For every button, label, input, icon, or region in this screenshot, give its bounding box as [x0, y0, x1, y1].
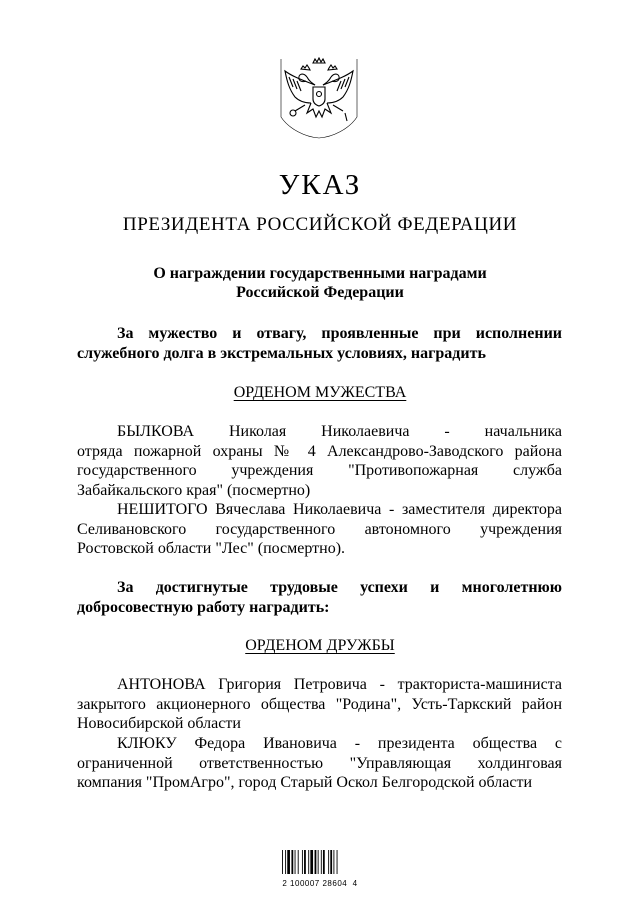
order-friendship-title [0, 636, 640, 655]
barcode-bar [295, 850, 296, 874]
barcode-bar [298, 850, 299, 874]
entry-line: Селивановского государственного автономного учреждения [77, 520, 562, 538]
intro-line: За мужество и отвагу, проявленные при исполнении [117, 325, 562, 342]
entry-line: НЕШИТОГО Вячеслава Николаевича - заместителя директора [117, 501, 562, 518]
entry-line: закрытого акционерного общества "Родина", Усть-Таркский район [77, 695, 562, 713]
barcode-bar [328, 850, 329, 874]
award-entry [77, 422, 562, 500]
entry-line: компания "ПромАгро", город Старый Оскол Белгородской области [77, 774, 533, 791]
section1-intro [77, 324, 562, 363]
order-label: ОРДЕНОМ ДРУЖБЫ [245, 637, 395, 654]
barcode-bar [291, 850, 293, 874]
barcode-bar [285, 850, 286, 874]
order-label: ОРДЕНОМ МУЖЕСТВА [233, 384, 407, 401]
coat-of-arms-icon [279, 57, 359, 139]
barcode-bar [315, 850, 317, 874]
barcode-bar [304, 850, 306, 874]
entry-line: Новосибирской области [77, 715, 241, 732]
barcode-number: 2 100007 28604 4 [282, 879, 358, 888]
barcode-bar [323, 850, 325, 874]
barcode-bar [330, 850, 332, 874]
entry-line: БЫЛКОВА Николая Николаевича - начальника [117, 423, 562, 440]
entry-line: государственного учреждения "Противопожарная служба [77, 462, 562, 479]
award-entry [77, 734, 562, 793]
decree-title: УКАЗ [278, 169, 362, 201]
award-entry [77, 500, 562, 559]
intro-line: За достигнутые трудовые успехи и многолетнюю [117, 579, 562, 596]
section2-intro [77, 578, 562, 617]
barcode-bar [282, 850, 283, 874]
barcode-icon [281, 848, 361, 876]
decree-heading [0, 264, 640, 302]
barcode-bar [321, 850, 322, 874]
barcode-bar [318, 850, 319, 874]
entry-line: КЛЮКУ Федора Ивановича - президента общества с [117, 735, 562, 752]
barcode-bar [333, 850, 334, 874]
order-courage-title [0, 383, 640, 402]
heading-line: Российской Федерации [236, 284, 404, 301]
intro-line: служебного долга в экстремальных условиях, наградить [77, 344, 486, 362]
award-entry [77, 675, 562, 734]
decree-subtitle: ПРЕЗИДЕНТА РОССИЙСКОЙ ФЕДЕРАЦИИ [122, 214, 518, 235]
barcode-bar [310, 850, 313, 874]
barcode-bar [287, 850, 290, 874]
barcode-bar [302, 850, 303, 874]
intro-line: добросовестную работу наградить: [77, 598, 330, 616]
entry-line: отряда пожарной охраны № 4 Александрово-Заводского района [77, 442, 562, 460]
barcode-bar [308, 850, 309, 874]
heading-line: О награждении государственными наградами [153, 265, 487, 282]
barcode-bar [337, 850, 338, 874]
entry-line: Ростовской области "Лес" (посмертно). [77, 540, 346, 557]
entry-line: АНТОНОВА Григория Петровича - тракториста-машиниста [117, 676, 562, 693]
entry-line: Забайкальского края" (посмертно) [77, 481, 311, 499]
entry-line: ограниченной ответственностью "Управляющая холдинговая [77, 754, 562, 772]
